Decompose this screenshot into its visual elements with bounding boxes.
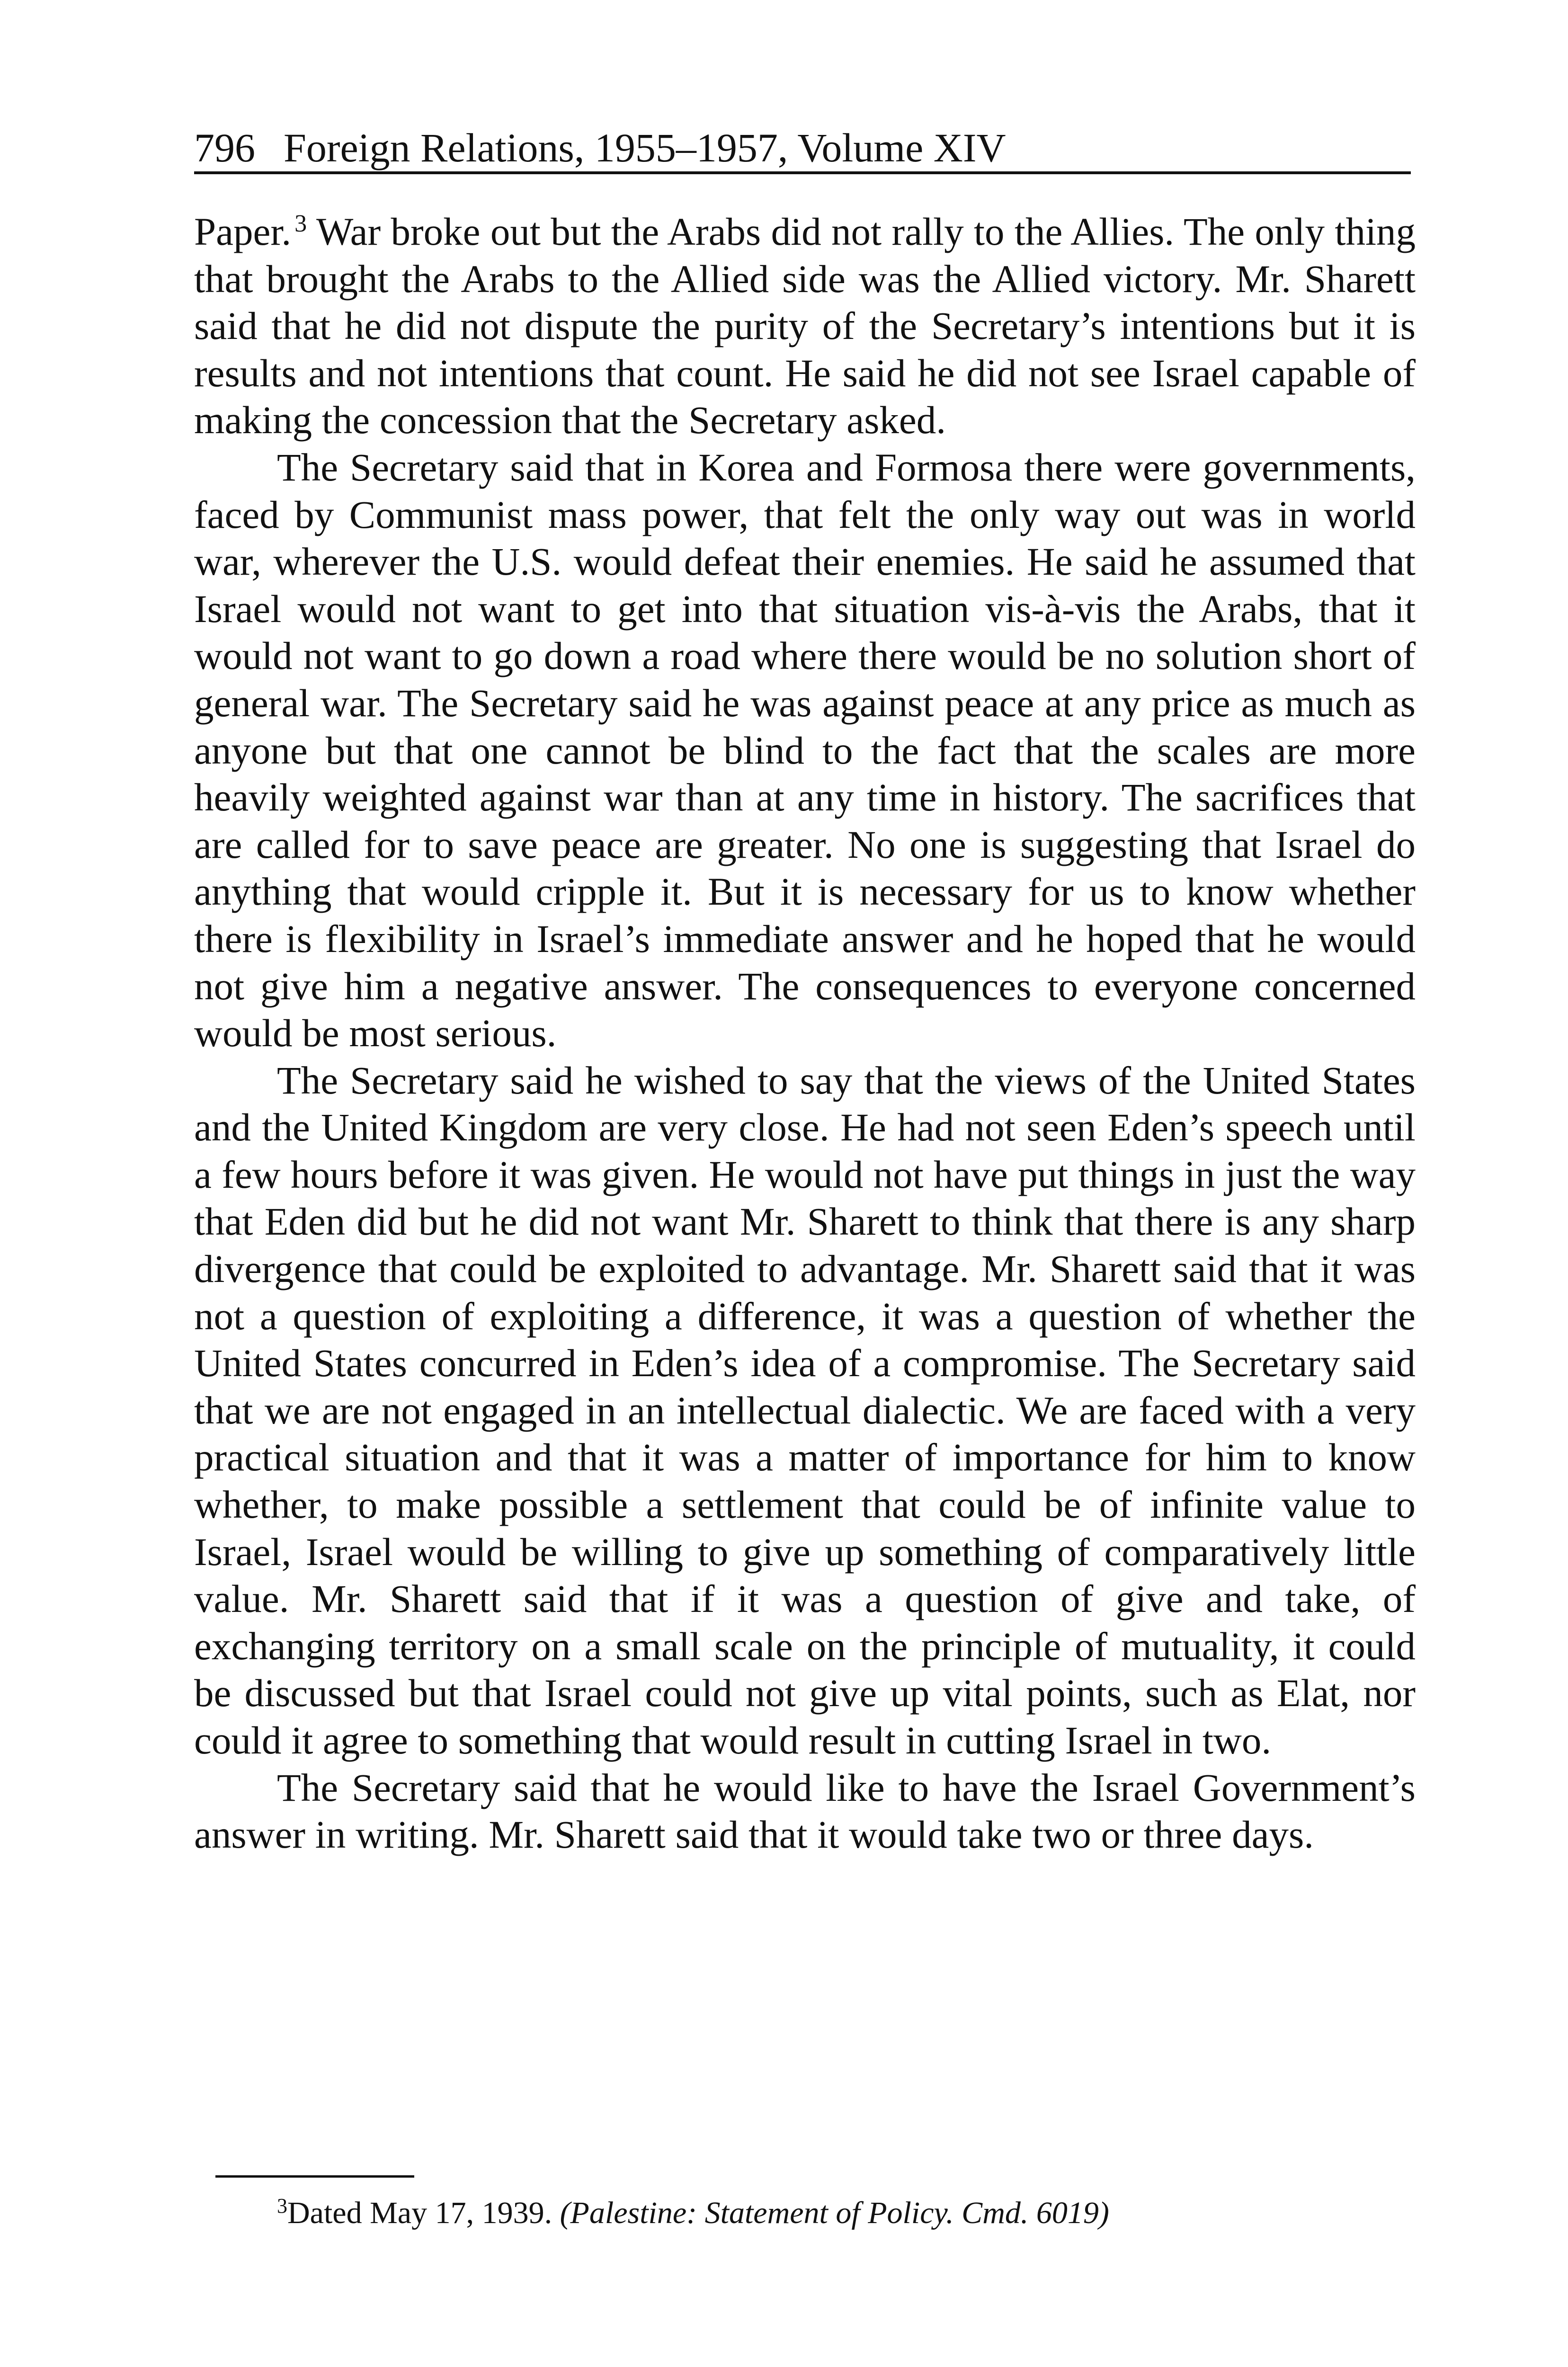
paragraph-1 [194,208,1416,444]
footnote-marker: 3 [277,2194,287,2217]
paragraph-2: The Secretary said that in Korea and Formosa there were governments, faced by Communist mass power, that felt the only way out was in world war, wherever the U.S. would defeat their enemies. He said he assumed that Israel would not want to get into that situation vis-à-vis the Arabs, that it would not want to go down a road where there would be no solution short of general war. The Secretary said he was against peace at any price as much as anyone but that one cannot be blind to the fact that the scales are more heavily weighted against war than at any time in history. The sacrifices that are called for to save peace are greater. No one is suggesting that Israel do anything that would cripple it. But it is necessary for us to know whether there is flexibility in Israel’s immediate answer and he hoped that he would not give him a negative answer. The consequences to everyone concerned would be most serious. [194,445,1416,1055]
running-header [194,124,1411,174]
paragraph-1-lead: Paper. [194,210,292,253]
body-text [194,208,1416,1859]
paragraph-3: The Secretary said he wished to say that the views of the United States and the United Kingdom are very close. He had not seen Eden’s speech until a few hours before it was given. He would not have put things in just the way that Eden did but he did not want Mr. Sharett to think that there is any sharp divergence that could be exploited to advantage. Mr. Sharett said that it was not a question of exploiting a difference, it was a question of whether the United States concurred in Eden’s idea of a compromise. The Secretary said that we are not engaged in an intellectual dialectic. We are faced with a very practical situation and that it was a matter of importance for him to know whether, to make possible a settlement that could be of infinite value to Israel, Israel would be willing to give up something of comparatively little value. Mr. Sharett said that if it was a question of give and take, of exchanging territory on a small scale on the principle of mutuality, it could be discussed but that Israel could not give up vital points, such as Elat, nor could it agree to something that would result in cutting Israel in two. [194,1058,1416,1762]
paragraph-1-text: War broke out but the Arabs did not rally to the Allies. The only thing that brought the Arabs to the Allied side was the Allied victory. Mr. Sharett said that he did not dispute the purity of the Secretary’s intentions but it is results and not intentions that count. He said he did not see Israel capable of making the concession that the Secretary asked. [194,210,1416,442]
footnote-ref-3: 3 [294,210,307,237]
footnote-divider [215,2175,414,2178]
footnote-text: Dated May 17, 1939. [287,2196,560,2230]
page-number: 796 [194,125,255,170]
footnote-source: (Palestine: Statement of Policy. Cmd. 6019) [560,2196,1109,2230]
paragraph-4: The Secretary said that he would like to have the Israel Government’s answer in writing. Mr. Sharett said that it would take two or three days. [194,1765,1416,1857]
footnote-3 [277,2192,1366,2234]
running-title: Foreign Relations, 1955–1957, Volume XIV [284,125,1006,170]
